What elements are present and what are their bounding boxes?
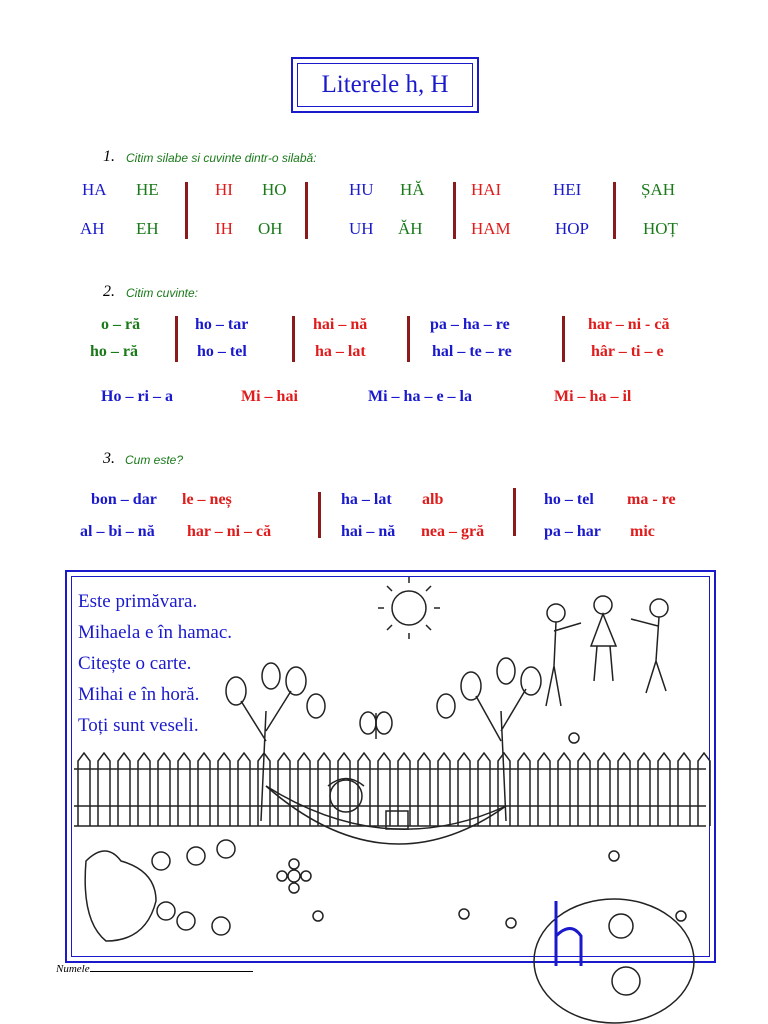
name-word: Ho – ri – a [101, 388, 173, 405]
word: alb [422, 491, 444, 508]
butterfly-icon [360, 712, 392, 739]
word: o – ră [101, 316, 141, 333]
syllable: OH [258, 219, 283, 238]
word: ho – tel [544, 491, 594, 508]
story-line: Citește o carte. [78, 653, 192, 674]
syllable: HĂ [400, 180, 425, 199]
syllable: HA [82, 180, 107, 199]
fence-picket [458, 753, 470, 826]
syllable: HAI [471, 180, 502, 199]
syllable: HOP [555, 219, 590, 238]
column-separator [292, 316, 295, 362]
word: hal – te – re [432, 343, 512, 360]
name-label: Numele [56, 963, 90, 975]
word: le – neș [182, 491, 232, 508]
section3-heading: Cum este? [125, 453, 184, 467]
column-separator [318, 492, 321, 538]
name-field[interactable] [56, 963, 253, 975]
name-word: Mi – ha – il [554, 388, 632, 405]
fence-picket [338, 753, 350, 826]
word: mic [630, 523, 655, 540]
story-line: Este primăvara. [78, 591, 198, 612]
tree-right [437, 658, 541, 821]
word: ha – lat [315, 343, 366, 360]
name-word: Mi – ha – e – la [368, 388, 472, 405]
syllable: AH [80, 219, 105, 238]
syllable: HU [349, 180, 374, 199]
column-separator [305, 182, 308, 239]
word: ha – lat [341, 491, 392, 508]
syllable: ĂH [398, 219, 423, 238]
word: pa – ha – re [430, 316, 510, 333]
fence-picket [118, 753, 130, 826]
word: al – bi – nă [80, 523, 155, 540]
fence-picket [218, 753, 230, 826]
word: ma - re [627, 491, 676, 508]
story-line: Mihai e în horă. [78, 684, 200, 705]
section1-heading: Citim silabe si cuvinte dintr-o silabă: [126, 151, 317, 165]
syllable: HOȚ [643, 219, 678, 238]
fence-picket [658, 753, 670, 826]
column-separator [513, 488, 516, 536]
letter-h-badge [534, 899, 694, 1023]
fence-picket [98, 753, 110, 826]
syllable: HO [262, 180, 287, 199]
fence-picket [158, 753, 170, 826]
fence-picket [178, 753, 190, 826]
column-separator [453, 182, 456, 239]
syllable: HEI [553, 180, 582, 199]
syllable: HI [215, 180, 233, 199]
fence-picket [518, 753, 530, 826]
fence-picket [78, 753, 90, 826]
word: ho – tar [195, 316, 249, 333]
syllable: ȘAH [641, 180, 676, 199]
word: har – ni - că [588, 316, 670, 333]
fence-picket [198, 753, 210, 826]
fence-picket [598, 753, 610, 826]
title-box [291, 57, 479, 113]
children-dancing [546, 596, 668, 706]
syllable: EH [136, 219, 159, 238]
section1-number: 1. [103, 148, 115, 165]
fence-picket [558, 753, 570, 826]
word: pa – har [544, 523, 601, 540]
word: ho – ră [90, 343, 138, 360]
fence-picket [238, 753, 250, 826]
word: har – ni – că [187, 523, 272, 540]
fence-picket [138, 753, 150, 826]
fence-picket [438, 753, 450, 826]
fence-picket [638, 753, 650, 826]
story-line: Mihaela e în hamac. [78, 622, 233, 643]
word: ho – tel [197, 343, 247, 360]
sun-icon [378, 577, 440, 639]
fence-pickets [78, 753, 710, 826]
fence-picket [278, 753, 290, 826]
fence-picket [698, 753, 710, 826]
syllable: HE [136, 180, 159, 199]
word: nea – gră [421, 523, 485, 540]
name-word: Mi – hai [241, 388, 298, 405]
name-blank-line[interactable] [90, 971, 253, 972]
column-separator [175, 316, 178, 362]
section2-number: 2. [103, 283, 115, 300]
section3-number: 3. [103, 450, 115, 467]
page-title: Literele h, H [297, 63, 473, 107]
fence-picket [618, 753, 630, 826]
illustration-svg [66, 571, 714, 1024]
syllable: HAM [471, 219, 511, 238]
hen-and-chicks [85, 840, 235, 941]
word: hâr – ti – e [591, 343, 664, 360]
fence-picket [538, 753, 550, 826]
column-separator [562, 316, 565, 362]
fence-picket [678, 753, 690, 826]
word: hai – nă [341, 523, 396, 540]
section2-heading: Citim cuvinte: [126, 286, 199, 300]
column-separator [613, 182, 616, 239]
fence-picket [578, 753, 590, 826]
fence-picket [378, 753, 390, 826]
word: bon – dar [91, 491, 157, 508]
fence-picket [418, 753, 430, 826]
syllable: IH [215, 219, 233, 238]
syllable: UH [349, 219, 374, 238]
word: hai – nă [313, 316, 368, 333]
story-line: Toți sunt veseli. [78, 715, 199, 736]
column-separator [407, 316, 410, 362]
column-separator [185, 182, 188, 239]
